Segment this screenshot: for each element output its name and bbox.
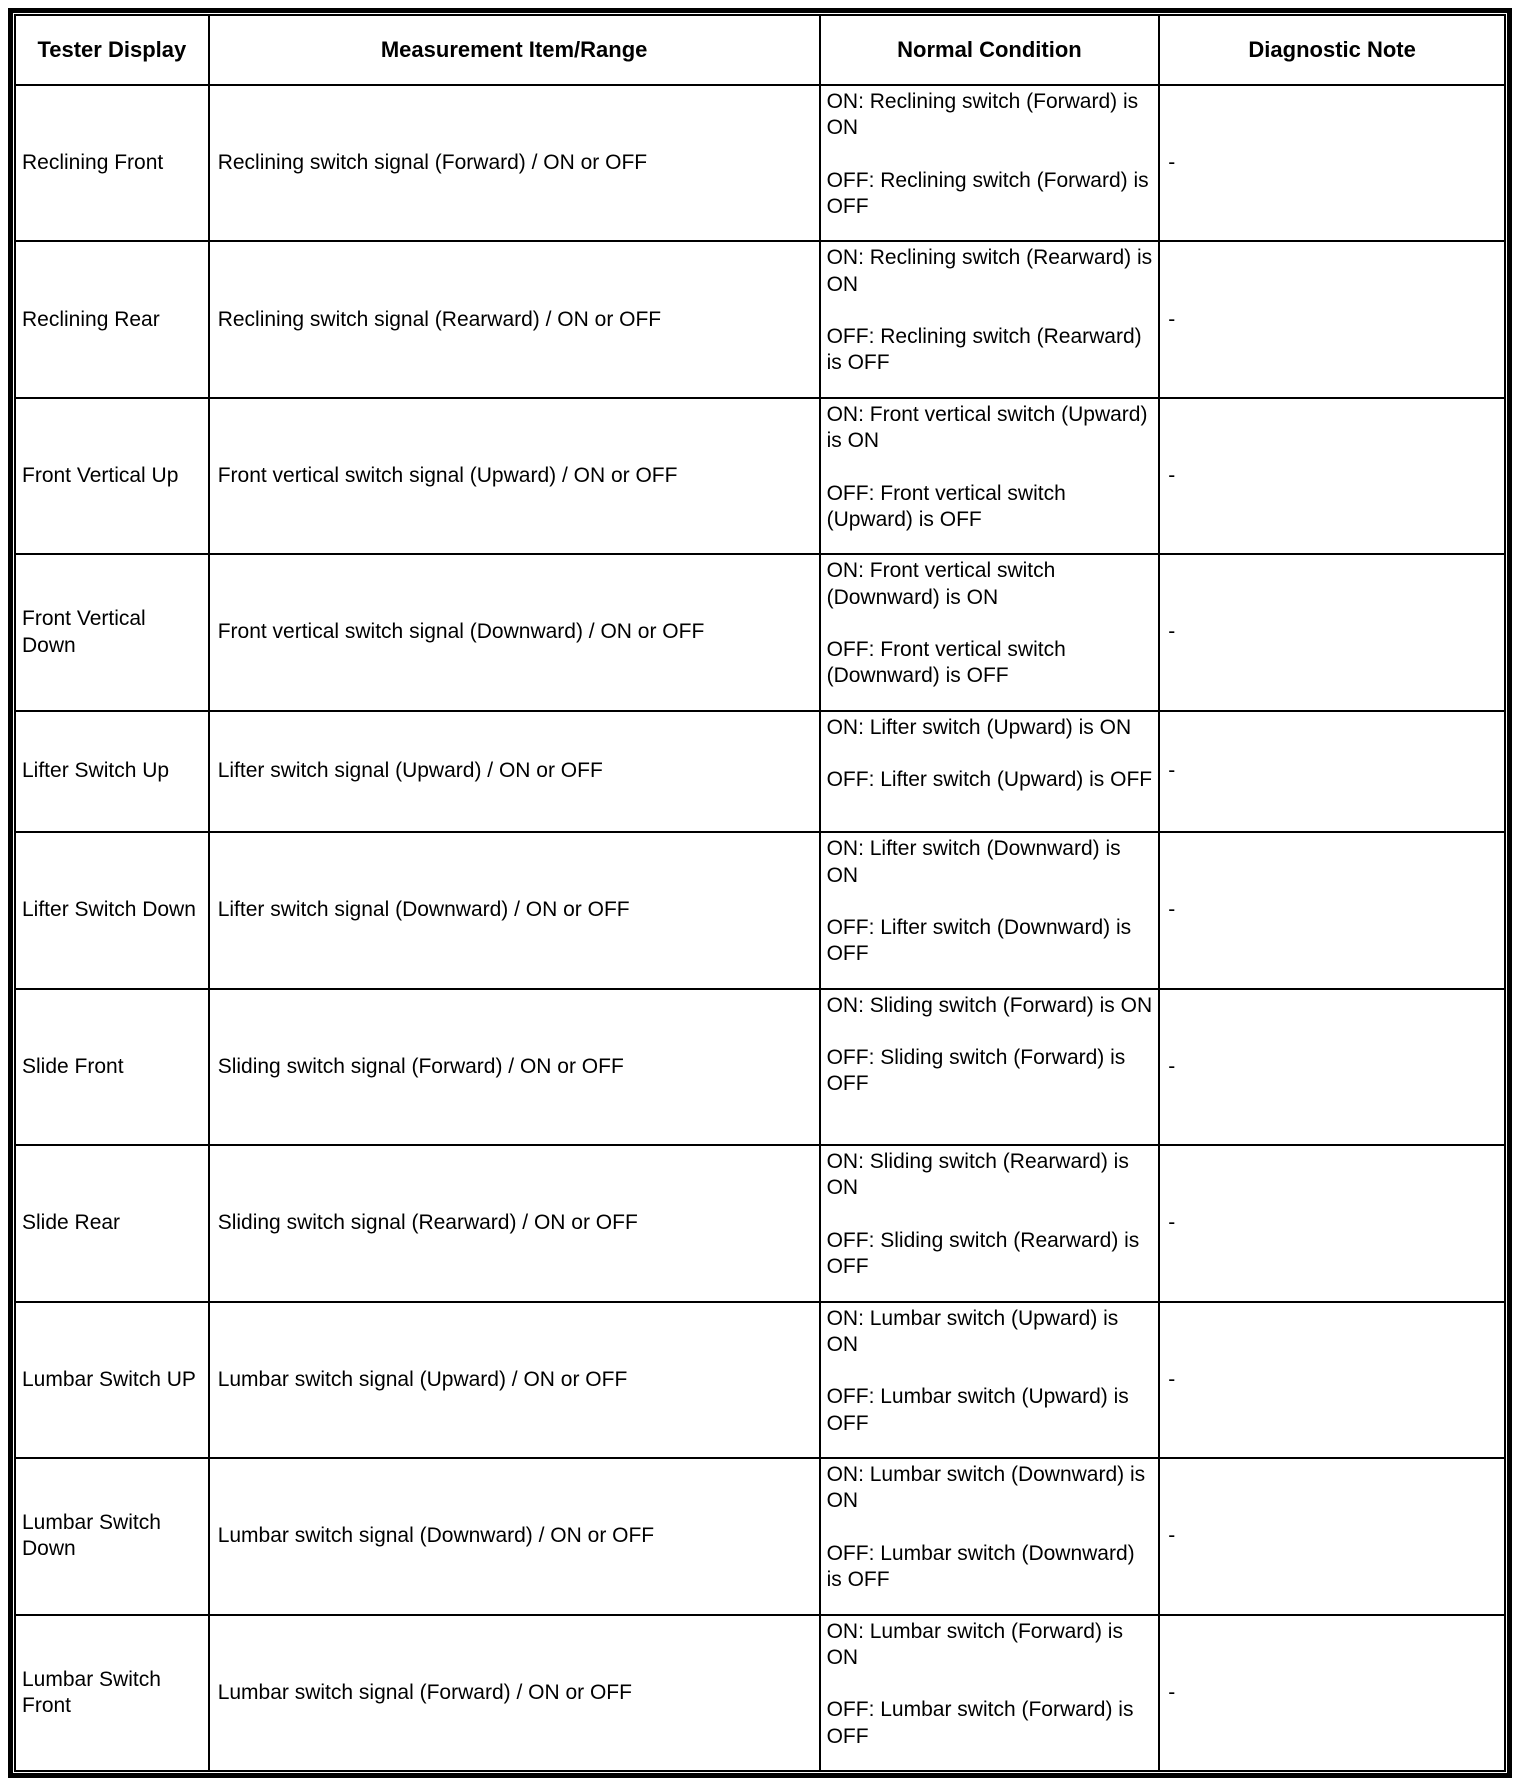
normal-on-text: ON: Lumbar switch (Forward) is ON [826,1619,1123,1669]
normal-condition-cell [820,1458,1160,1614]
normal-on-text: ON: Reclining switch (Forward) is ON [826,90,1139,140]
table-row [15,554,1505,710]
normal-on-text: ON: Front vertical switch (Downward) is ON [826,559,1056,609]
normal-off-text: OFF: Reclining switch (Rearward) is OFF [826,325,1142,375]
tester-display-cell: Front Vertical Up [15,398,209,554]
measurement-cell: Sliding switch signal (Forward) / ON or OFF [209,989,820,1145]
diagnostic-note-cell: - [1159,1615,1505,1771]
table-row [15,1145,1505,1301]
normal-condition-cell [820,398,1160,554]
tester-display-cell: Front Vertical Down [15,554,209,710]
header-tester-display: Tester Display [15,15,209,85]
header-measurement-item-range: Measurement Item/Range [209,15,820,85]
normal-off-text: OFF: Sliding switch (Rearward) is OFF [826,1228,1140,1279]
tester-display-cell: Lifter Switch Up [15,711,209,832]
measurement-cell: Reclining switch signal (Rearward) / ON or OFF [209,241,820,397]
table-row [15,1458,1505,1614]
tester-display-cell: Lumbar Switch UP [15,1302,209,1458]
normal-condition-cell [820,85,1160,241]
tester-display-cell: Lifter Switch Down [15,832,209,988]
measurement-cell: Sliding switch signal (Rearward) / ON or OFF [209,1145,820,1301]
normal-on-text: ON: Lumbar switch (Upward) is ON [826,1306,1119,1356]
tester-display-cell: Reclining Front [15,85,209,241]
normal-condition-cell [820,1615,1160,1771]
diagnostic-note-cell: - [1159,1302,1505,1458]
normal-condition-cell [820,989,1160,1145]
table-header-row [15,15,1505,85]
normal-off-text: OFF: Lifter switch (Upward) is OFF [826,768,1153,792]
normal-condition-cell [820,554,1160,710]
table-row [15,398,1505,554]
measurement-cell: Lumbar switch signal (Upward) / ON or OFF [209,1302,820,1458]
table-row [15,1302,1505,1458]
normal-condition-cell [820,241,1160,397]
table-row [15,241,1505,397]
tester-display-cell: Lumbar Switch Down [15,1458,209,1614]
diagnostic-note-cell: - [1159,241,1505,397]
tester-display-cell: Lumbar Switch Front [15,1615,209,1771]
measurement-cell: Lifter switch signal (Downward) / ON or OFF [209,832,820,988]
normal-condition-cell [820,832,1160,988]
normal-on-text: ON: Sliding switch (Forward) is ON [826,993,1153,1017]
measurement-cell: Front vertical switch signal (Downward) / ON or OFF [209,554,820,710]
normal-condition-cell [820,1145,1160,1301]
measurement-cell: Front vertical switch signal (Upward) / ON or OFF [209,398,820,554]
normal-off-text: OFF: Lifter switch (Downward) is OFF [826,916,1132,966]
normal-off-text: OFF: Front vertical switch (Downward) is OFF [826,638,1066,688]
diagnostic-note-cell: - [1159,1145,1505,1301]
diagnostic-table [14,14,1506,1772]
diagnostic-note-cell: - [1159,85,1505,241]
table-row [15,85,1505,241]
normal-on-text: ON: Lumbar switch (Downward) is ON [826,1463,1146,1513]
diagnostic-note-cell: - [1159,711,1505,832]
table-row [15,989,1505,1145]
normal-off-text: OFF: Reclining switch (Forward) is OFF [826,168,1149,218]
table-row [15,711,1505,832]
normal-on-text: ON: Front vertical switch (Upward) is ON [826,402,1148,453]
table-outer-frame [8,8,1512,1778]
diagnostic-note-cell: - [1159,554,1505,710]
normal-off-text: OFF: Lumbar switch (Forward) is OFF [826,1698,1134,1748]
normal-off-text: OFF: Lumbar switch (Upward) is OFF [826,1385,1129,1435]
measurement-cell: Lifter switch signal (Upward) / ON or OFF [209,711,820,832]
measurement-cell: Lumbar switch signal (Forward) / ON or OFF [209,1615,820,1771]
table-row [15,832,1505,988]
normal-condition-cell [820,1302,1160,1458]
normal-on-text: ON: Sliding switch (Rearward) is ON [826,1150,1129,1200]
table-row [15,1615,1505,1771]
tester-display-cell: Slide Front [15,989,209,1145]
header-diagnostic-note: Diagnostic Note [1159,15,1505,85]
measurement-cell: Reclining switch signal (Forward) / ON or OFF [209,85,820,241]
diagnostic-note-cell: - [1159,398,1505,554]
diagnostic-note-cell: - [1159,989,1505,1145]
normal-on-text: ON: Reclining switch (Rearward) is ON [826,246,1153,296]
normal-on-text: ON: Lifter switch (Downward) is ON [826,837,1121,887]
diagnostic-note-cell: - [1159,832,1505,988]
tester-display-cell: Slide Rear [15,1145,209,1301]
header-normal-condition: Normal Condition [820,15,1160,85]
normal-off-text: OFF: Front vertical switch (Upward) is OFF [826,481,1066,531]
normal-on-text: ON: Lifter switch (Upward) is ON [826,715,1132,739]
diagnostic-note-cell: - [1159,1458,1505,1614]
normal-condition-cell [820,711,1160,832]
measurement-cell: Lumbar switch signal (Downward) / ON or OFF [209,1458,820,1614]
normal-off-text: OFF: Lumbar switch (Downward) is OFF [826,1541,1135,1592]
tester-display-cell: Reclining Rear [15,241,209,397]
normal-off-text: OFF: Sliding switch (Forward) is OFF [826,1046,1126,1096]
